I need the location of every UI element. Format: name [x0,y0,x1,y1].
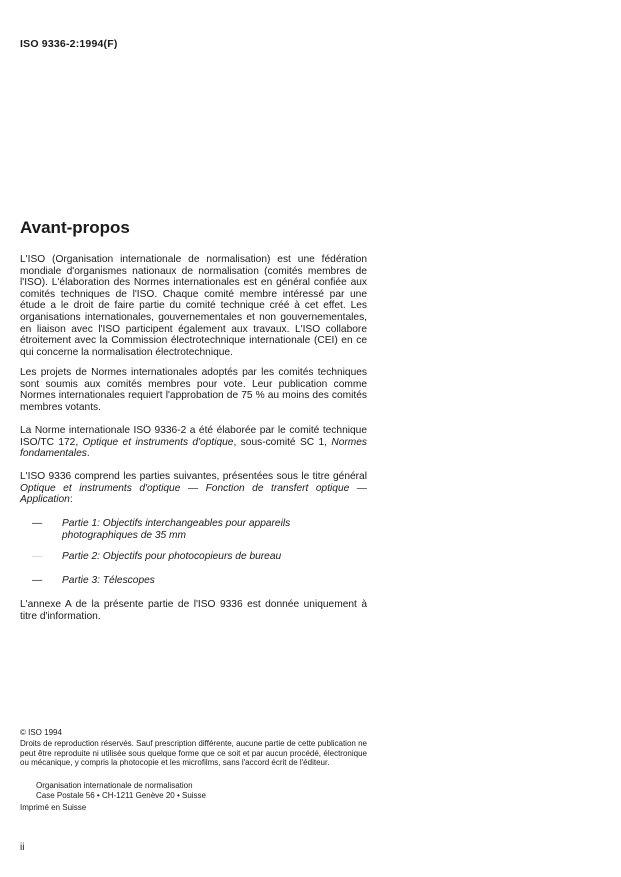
page-title: Avant-propos [20,218,130,237]
p3-italic-fundamental: Normes fondamentales [20,436,368,460]
list-dash: — [32,551,43,562]
list-item-text: Partie 2: Objectifs pour photocopieurs de bureau [62,551,282,562]
list-item-text: Partie 3: Télescopes [62,575,155,586]
p4-text-end: : [69,494,73,506]
list-dash: — [32,575,43,586]
paragraph-annex-note: L'annexe A de la présente partie de l'ISO 9336 est donnée uniquement à titre d'information. [20,599,367,622]
paragraph-iso-intro: L'ISO (Organisation internationale de normalisation) est une fédération mondiale d'organismes nationaux de normalisation (comités membres de l'ISO). L'élaboration des Normes internationales est en général confiée aux comités techniques de l'ISO. Chaque comité membre intéressé par une étude a le droit de faire partie du comité technique créé à cet effet. Les organisations internationales, gouvernementales et non gouvernementales, en liaison avec l'ISO participent également aux travaux. L'ISO collabore étroitement avec la Commission électrotechnique internationale (CEI) en ce qui concerne la normalisation électrotechnique. [20,254,367,358]
copyright-notice: © ISO 1994 [20,728,62,737]
printed-in: Imprimé en Suisse [20,803,87,812]
paragraph-parts-intro [20,471,367,506]
p3-italic-optics: Optique et instruments d'optique [82,436,234,448]
paragraph-committee [20,425,367,460]
org-address: Case Postale 56 • CH-1211 Genève 20 • Suisse [36,790,206,800]
p3-text-end: . [86,448,90,460]
p4-italic-title: Optique et instruments d'optique — Fonction de transfert optique — Application [20,482,367,506]
list-dash: — [32,518,43,529]
rights-statement: Droits de reproduction réservés. Sauf prescription différente, aucune partie de cette publication ne peut être reproduite ni utilisée sous quelque forme que ce soit et par aucun procédé, électronique ou mécanique, y compris la photocopie et les microfilms, sans l'accord écrit de l'éditeur. [20,739,367,768]
p3-text-start: La Norme internationale ISO 9336-2 a été élaborée par le comité technique ISO/TC 172, [20,425,367,448]
p3-text-mid: , sous-comité SC 1, [233,436,332,448]
p4-text-start: L'ISO 9336 comprend les parties suivantes, présentées sous le titre général [20,471,367,482]
list-item-text: Partie 1: Objectifs interchangeables pour appareils photographiques de 35 mm [62,518,291,541]
publisher-address [36,781,206,800]
document-id-header: ISO 9336-2:1994(F) [20,38,118,50]
org-name: Organisation internationale de normalisation [36,781,193,790]
page-number: ii [20,842,25,853]
paragraph-draft-standards: Les projets de Normes internationales adoptés par les comités techniques sont soumis aux comités membres pour vote. Leur publication comme Normes internationales requiert l'approbation de 75 % au moins des comités membres votants. [20,367,367,413]
